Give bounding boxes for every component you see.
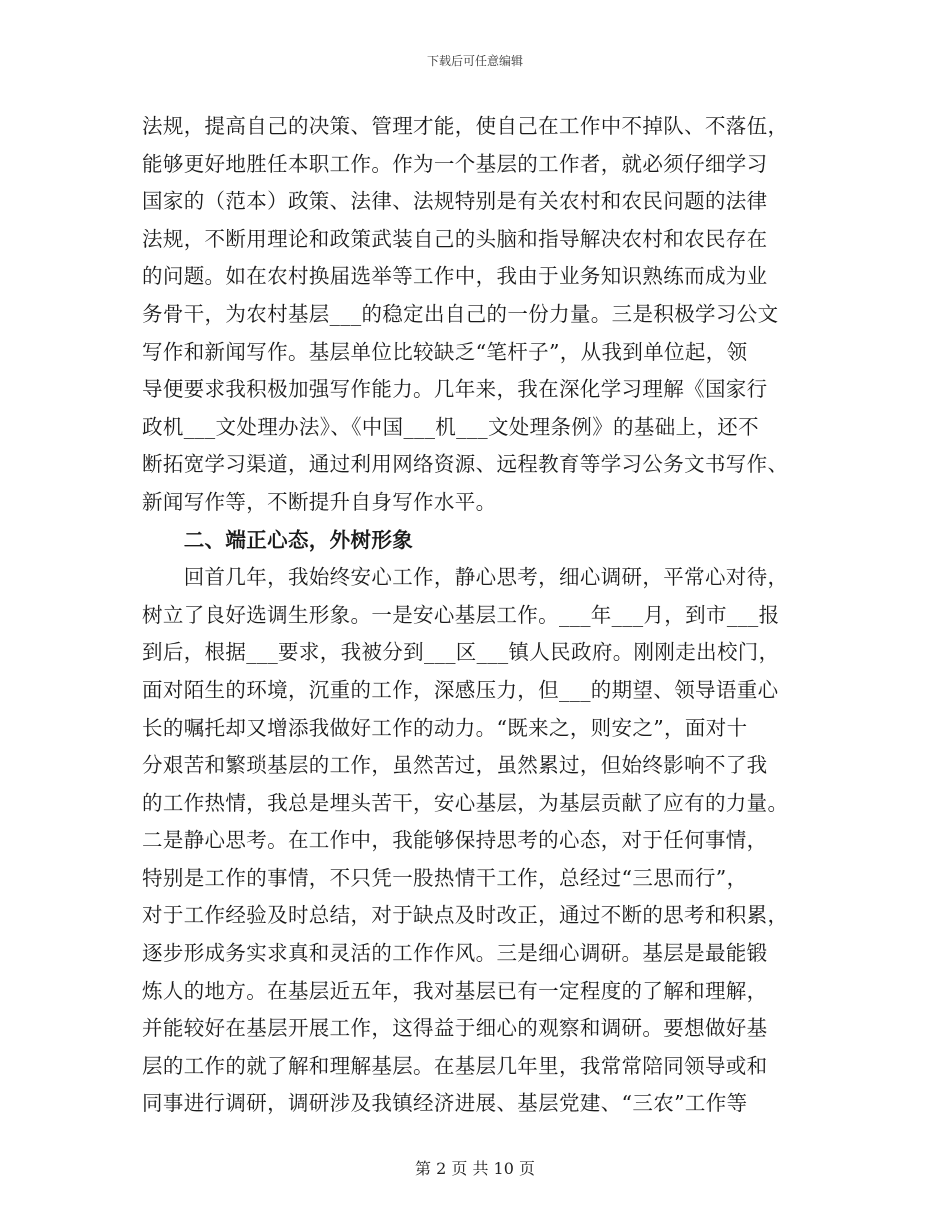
body-line: 断拓宽学习渠道，通过利用网络资源、远程教育等学习公务文书写作、 — [142, 452, 789, 477]
body-line: 分艰苦和繁琐基层的工作，虽然苦过，虽然累过，但始终影响不了我 — [142, 753, 768, 778]
body-line: 面对陌生的环境，沉重的工作，深感压力，但___的期望、领导语重心 — [142, 677, 779, 702]
body-line: 到后，根据___要求，我被分到___区___镇人民政府。刚刚走出校门， — [142, 640, 780, 665]
body-line: 务骨干，为农村基层___的稳定出自己的一份力量。三是积极学习公文 — [142, 301, 779, 326]
body-line: 国家的（范本）政策、法律、法规特别是有关农村和农民问题的法律 — [142, 189, 768, 214]
body-line: 写作和新闻写作。基层单位比较缺乏“笔杆子”，从我到单位起，领 — [142, 339, 748, 364]
body-line: 的问题。如在农村换届选举等工作中，我由于业务知识熟练而成为业 — [142, 264, 768, 289]
body-line: 逐步形成务实求真和灵活的工作作风。三是细心调研。基层是最能锻 — [142, 941, 768, 966]
body-line: 对于工作经验及时总结，对于缺点及时改正，通过不断的思考和积累， — [142, 903, 789, 928]
body-line: 特别是工作的事情，不只凭一股热情干工作，总经过“三思而行”， — [142, 865, 748, 890]
body-line: 回首几年，我始终安心工作，静心思考，细心调研，平常心对待， — [142, 565, 789, 590]
body-line: 二是静心思考。在工作中，我能够保持思考的心态，对于任何事情， — [142, 828, 768, 853]
body-line: 炼人的地方。在基层近五年，我对基层已有一定程度的了解和理解， — [142, 978, 768, 1003]
body-line: 长的嘱托却又增添我做好工作的动力。“既来之，则安之”，面对十 — [142, 715, 748, 740]
body-line: 政机___文处理办法》、《中国___机___文处理条例》的基础上，还不 — [142, 414, 759, 439]
page-header: 下载后可任意编辑 — [426, 54, 523, 68]
body-line: 导便要求我积极加强写作能力。几年来，我在深化学习理解《国家行 — [142, 377, 768, 402]
body-line: 层的工作的就了解和理解基层。在基层几年里，我常常陪同领导或和 — [142, 1053, 768, 1078]
body-line: 能够更好地胜任本职工作。作为一个基层的工作者，就必须仔细学习 — [142, 151, 768, 176]
body-line: 同事进行调研，调研涉及我镇经济进展、基层党建、“三农”工作等 — [142, 1091, 748, 1116]
body-line: 树立了良好选调生形象。一是安心基层工作。___年___月，到市___报 — [142, 602, 780, 627]
section-heading: 二、端正心态，外树形象 — [142, 527, 414, 552]
document-body — [142, 108, 812, 1123]
body-line: 并能较好在基层开展工作，这得益于细心的观察和调研。要想做好基 — [142, 1016, 768, 1041]
body-line: 法规，提高自己的决策、管理才能，使自己在工作中不掉队、不落伍， — [142, 114, 789, 138]
body-line: 法规，不断用理论和政策武装自己的头脑和指导解决农村和农民存在 — [142, 226, 768, 251]
body-line: 新闻写作等，不断提升自身写作水平。 — [142, 489, 497, 514]
body-line: 的工作热情，我总是埋头苦干，安心基层，为基层贡献了应有的力量。 — [142, 790, 789, 815]
page-footer: 第 2 页 共 10 页 — [415, 1159, 535, 1178]
